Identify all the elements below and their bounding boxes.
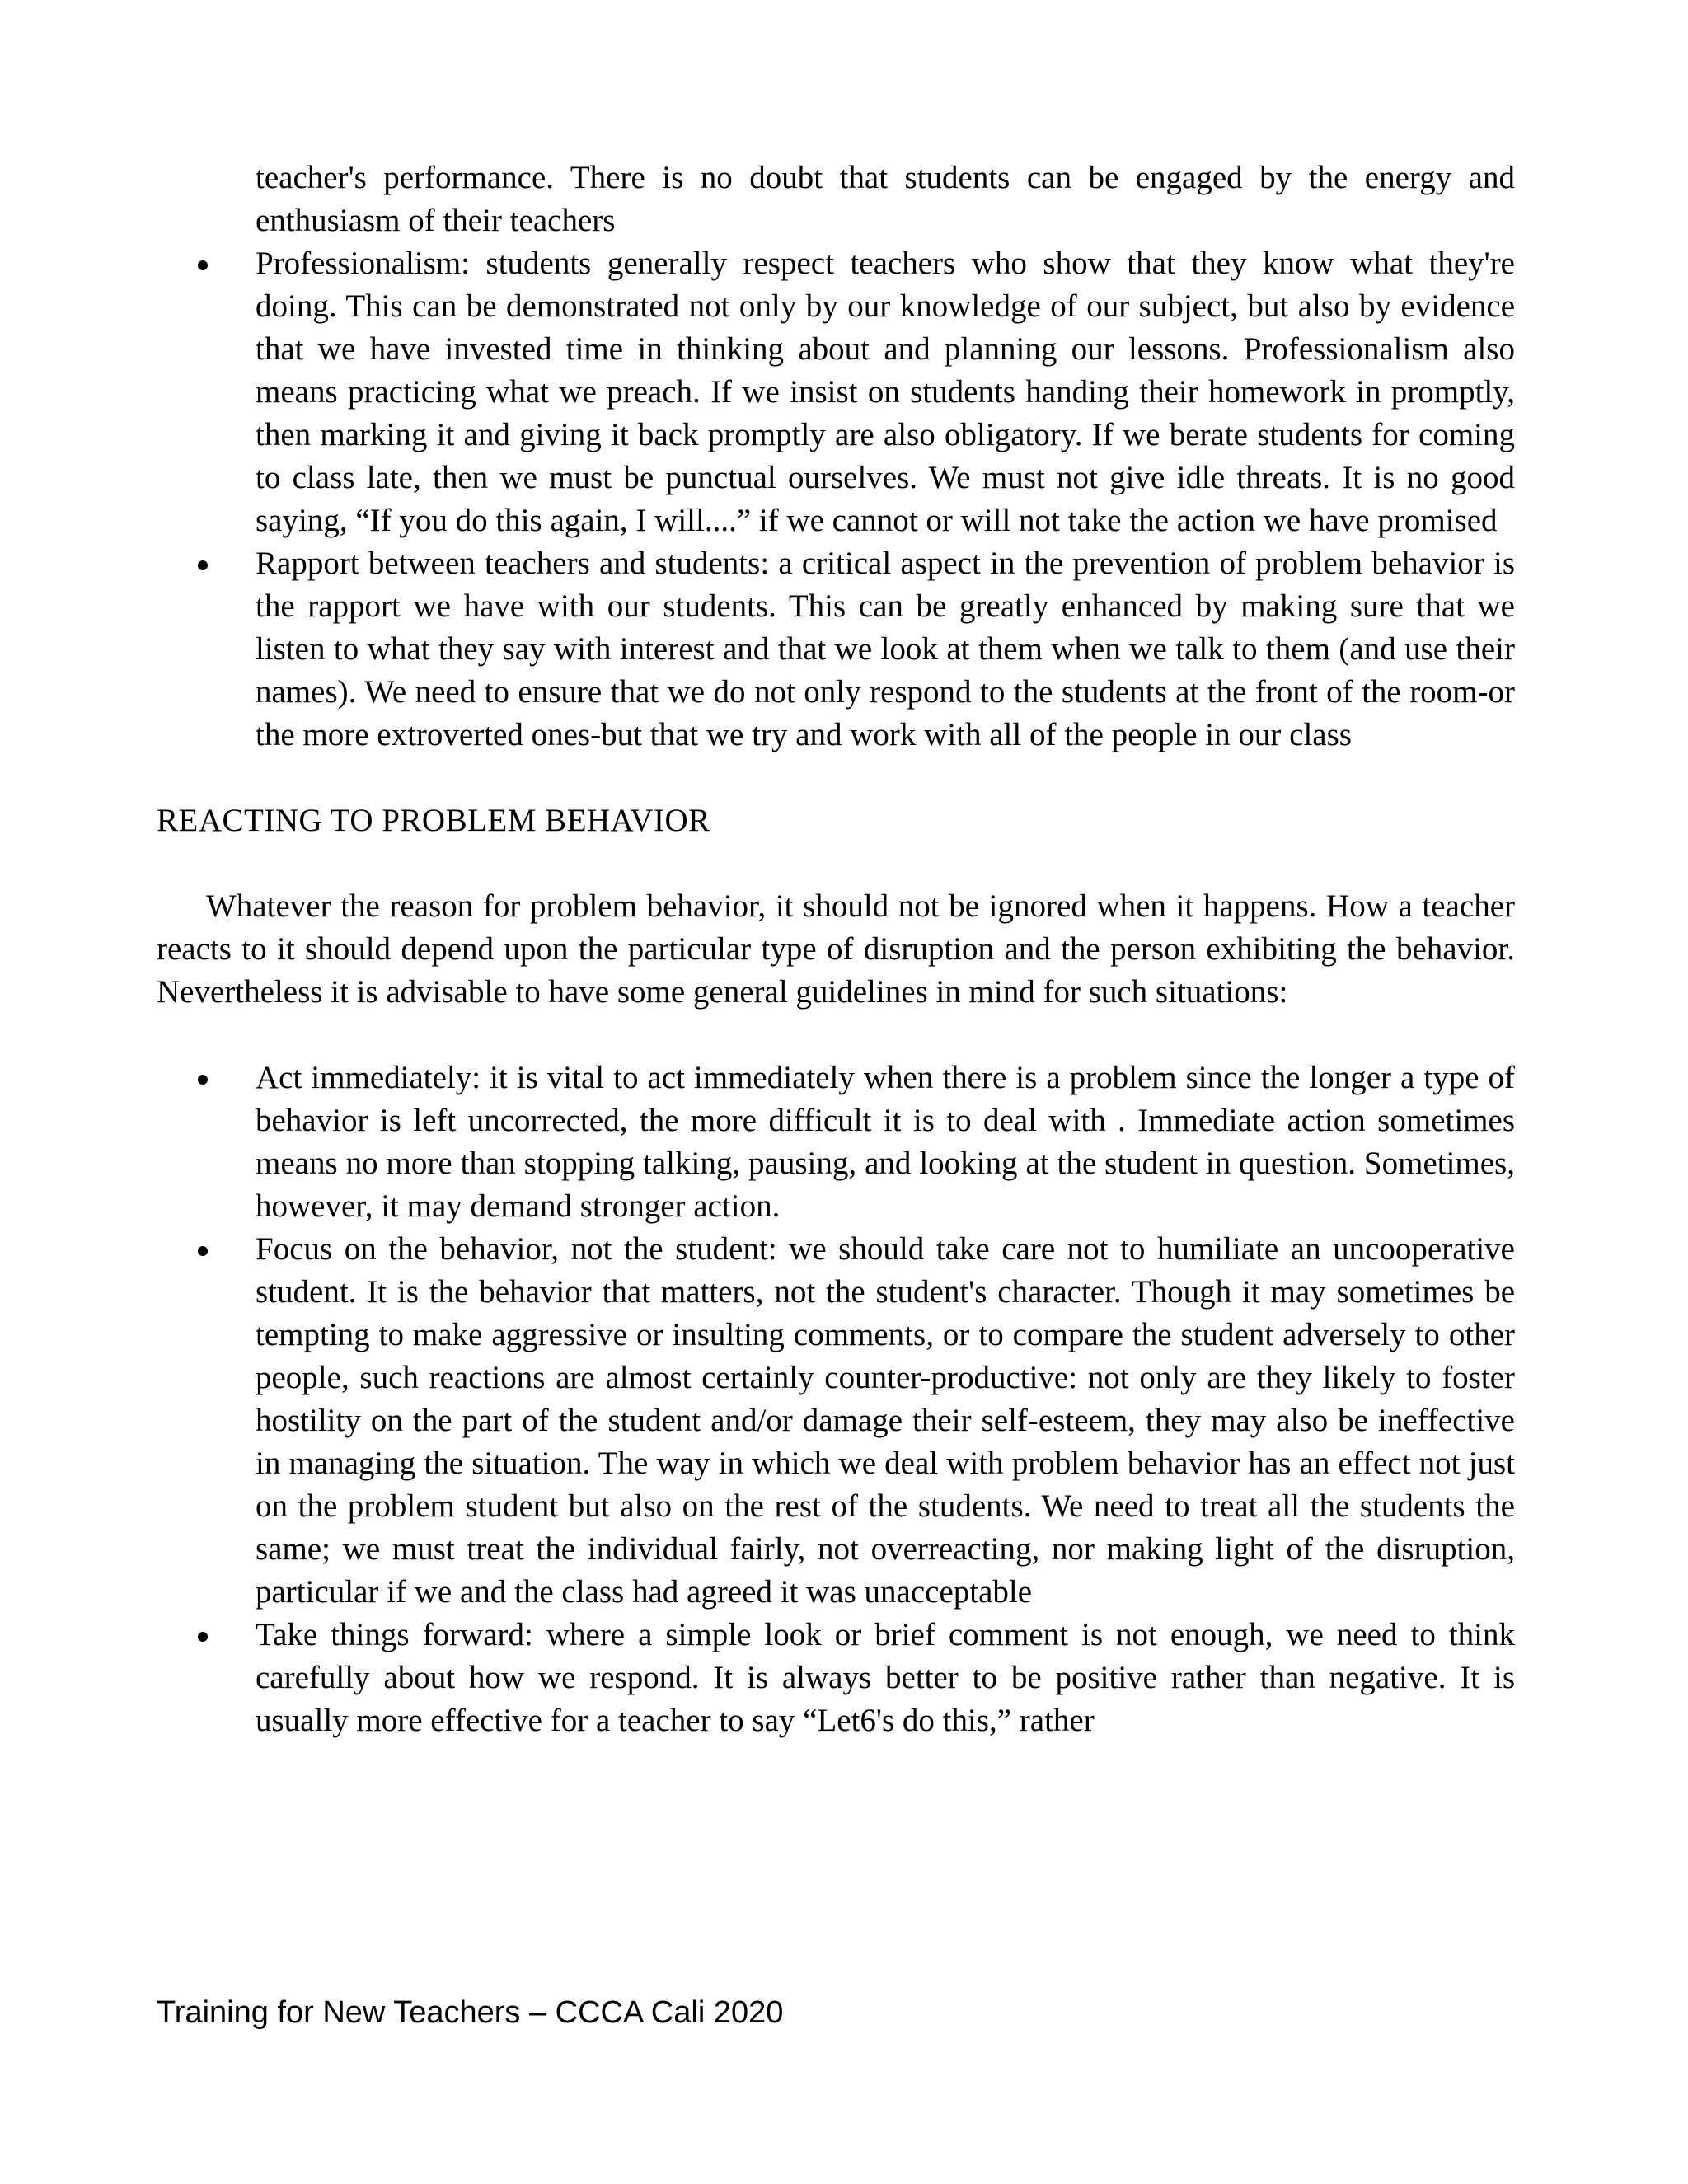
intro-paragraph: Whatever the reason for problem behavior, it should not be ignored when it happens. How a teacher reacts to it should depend upon the particular type of disruption and the person exhibiting the behavior. Nevertheless it is advisable to have some general guidelines in mind for such situations: bbox=[157, 888, 1515, 1010]
list-item-text: Rapport between teachers and students: a critical aspect in the prevention of problem behavior is the rapport we have with our students. This can be greatly enhanced by making sure that we listen to what they say with interest and that we look at them when we talk to them (and use their names). We need to ensure that we do not only respond to the students at the front of the room-or the more extroverted ones-but that we try and work with all of the people in our class bbox=[256, 546, 1515, 752]
continuation-paragraph: teacher's performance. There is no doubt that students can be engaged by the energy and enthusiasm of their teachers bbox=[256, 160, 1515, 238]
bullet-icon bbox=[198, 1246, 208, 1256]
list-item bbox=[157, 542, 1515, 757]
guideline-bullet-list bbox=[157, 1057, 1515, 1742]
section-heading: REACTING TO PROBLEM BEHAVIOR bbox=[157, 803, 710, 838]
list-item-text: Professionalism: students generally respect teachers who show that they know what they're doing. This can be demonstrated not only by our knowledge of our subject, but also by evidence that we have invested time in thinking about and planning our lessons. Professionalism also means practicing what we preach. If we insist on students handing their homework in promptly, then marking it and giving it back promptly are also obligatory. If we berate students for coming to class late, then we must be punctual ourselves. We must not give idle threats. It is no good saying, “If you do this again, I will....” if we cannot or will not take the action we have promised bbox=[256, 246, 1515, 538]
bullet-icon bbox=[198, 560, 208, 570]
list-item-text: Focus on the behavior, not the student: we should take care not to humiliate an uncooperative student. It is the behavior that matters, not the student's character. Though it may sometimes be tempting to make aggressive or insulting comments, or to compare the student adversely to other people, such reactions are almost certainly counter-productive: not only are they likely to foster hostility on the part of the student and/or damage their self-esteem, they may also be ineffective in managing the situation. The way in which we deal with problem behavior has an effect not just on the problem student but also on the rest of the students. We need to treat all the students the same; we must treat the individual fairly, not overreacting, nor making light of the disruption, particular if we and the class had agreed it was unacceptable bbox=[256, 1231, 1515, 1610]
bullet-icon bbox=[198, 260, 208, 270]
list-item bbox=[157, 1614, 1515, 1742]
list-item-text: Take things forward: where a simple look or brief comment is not enough, we need to think carefully about how we respond. It is always better to be positive rather than negative. It is usually more effective for a teacher to say “Let6's do this,” rather bbox=[256, 1617, 1515, 1738]
bullet-icon bbox=[198, 1632, 208, 1642]
list-item bbox=[157, 1228, 1515, 1614]
bullet-icon bbox=[198, 1075, 208, 1085]
top-bullet-list bbox=[157, 242, 1515, 757]
document-body bbox=[157, 157, 1515, 1742]
page-footer: Training for New Teachers – CCCA Cali 2020 bbox=[157, 1995, 784, 2030]
list-item-text: Act immediately: it is vital to act immediately when there is a problem since the longer a type of behavior is left uncorrected, the more difficult it is to deal with . Immediate action sometimes means no more than stopping talking, pausing, and looking at the student in question. Sometimes, however, it may demand stronger action. bbox=[256, 1060, 1515, 1224]
list-item bbox=[157, 1057, 1515, 1228]
list-item bbox=[157, 242, 1515, 542]
